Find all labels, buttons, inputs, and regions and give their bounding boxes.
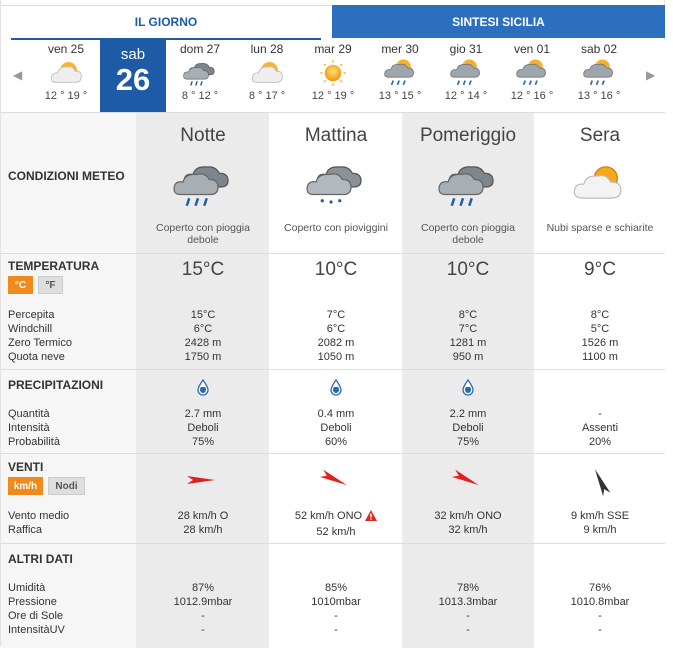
- precipitation-label: Quantità: [8, 408, 50, 420]
- temperature-main: 9°C: [584, 259, 616, 280]
- temperature-labels: [8, 308, 72, 364]
- wind-details: 52 km/h ONO 52 km/h: [274, 509, 398, 539]
- precipitation-label: Probabilità: [8, 436, 60, 448]
- day-temps: 8 ° 12 °: [181, 90, 219, 102]
- day-temps: 12 ° 19 °: [44, 90, 88, 102]
- wind-label: Vento medio: [8, 510, 70, 522]
- temperature-label: Quota neve: [8, 351, 65, 363]
- condition-text: Coperto con pioggia debole: [156, 222, 250, 246]
- wind-details: 9 km/h SSE 9 km/h: [570, 510, 630, 536]
- day-name: dom 27: [179, 42, 221, 56]
- day-dom-27[interactable]: [167, 40, 233, 110]
- precipitation-details: 2.2 mm Deboli 75%: [449, 408, 487, 448]
- other-data-labels: [8, 581, 65, 637]
- wind-direction-arrow-icon: [448, 460, 488, 500]
- cloud-drizzle-icon: [301, 157, 371, 211]
- knots-button[interactable]: Nodi: [48, 477, 85, 495]
- temperature-heading: TEMPERATURA: [8, 259, 100, 273]
- wind-details: 32 km/h ONO 32 km/h: [434, 510, 502, 536]
- day-name: mer 30: [381, 42, 419, 56]
- day-temps: 12 ° 14 °: [444, 90, 488, 102]
- day-temps: 12 ° 19 °: [311, 90, 355, 102]
- wind-labels: [8, 509, 69, 537]
- temperature-main: 10°C: [314, 259, 358, 280]
- day-ven-25[interactable]: [33, 40, 99, 110]
- sun-icon: [300, 56, 366, 90]
- other-data-label: Ore di Sole: [8, 610, 64, 622]
- temperature-details: 15°C 6°C 2428 m 1750 m: [184, 309, 222, 363]
- day-name: sab 02: [580, 42, 618, 56]
- condition-text: Coperto con pioggia debole: [421, 222, 515, 246]
- other-data-label: IntensitàUV: [8, 624, 65, 636]
- conditions-heading: CONDIZIONI METEO: [8, 169, 125, 183]
- cloud-rain-icon: [167, 56, 233, 90]
- raindrop-icon: [328, 377, 344, 397]
- fahrenheit-button[interactable]: °F: [38, 276, 63, 294]
- cloud-rain-icon: [433, 157, 503, 211]
- precipitation-label: Intensità: [8, 422, 50, 434]
- other-data-label: Umidità: [8, 582, 46, 594]
- cloud-rain-icon: [168, 157, 238, 211]
- day-sab-02[interactable]: [566, 40, 632, 110]
- forecast-table: [1, 112, 665, 648]
- prev-day-arrow-icon[interactable]: ◀: [13, 68, 23, 82]
- temperature-main: 15°C: [181, 259, 225, 280]
- phase-1-label: Mattina: [304, 125, 368, 146]
- tab-bar: [1, 5, 665, 38]
- precipitation-details: - Assenti 20%: [581, 408, 619, 448]
- other-data-details: 76% 1010.8mbar - -: [570, 582, 630, 636]
- celsius-button[interactable]: °C: [8, 276, 33, 294]
- wind-direction-arrow-icon: [183, 460, 223, 500]
- other-data-details: 87% 1012.9mbar - -: [173, 582, 233, 636]
- day-selector: [1, 40, 665, 112]
- precipitation-labels: [8, 407, 60, 449]
- day-lun-28[interactable]: [234, 40, 300, 110]
- day-selected[interactable]: [100, 40, 166, 112]
- other-data-label: Pressione: [8, 596, 57, 608]
- other-data-details: 85% 1010mbar - -: [311, 582, 361, 636]
- sun-cloud-rain-icon: [566, 56, 632, 90]
- day-ven-01[interactable]: [499, 40, 565, 110]
- temperature-details: 8°C 5°C 1526 m 1100 m: [581, 309, 619, 363]
- other-data-details: 78% 1013.3mbar - -: [438, 582, 498, 636]
- temperature-label: Percepita: [8, 309, 55, 321]
- sun-cloud-icon: [565, 157, 635, 211]
- condition-text: Coperto con pioviggini: [284, 222, 388, 234]
- other-data-heading: ALTRI DATI: [8, 552, 73, 566]
- sun-cloud-icon: [33, 56, 99, 90]
- day-mer-30[interactable]: [367, 40, 433, 110]
- wind-label: Raffica: [8, 524, 43, 536]
- phase-0-label: Notte: [180, 125, 226, 146]
- day-temps: 8 ° 17 °: [248, 90, 286, 102]
- day-name: mar 29: [314, 42, 352, 56]
- day-temps: 12 ° 16 °: [510, 90, 554, 102]
- precipitation-details: 0.4 mm Deboli 60%: [317, 408, 355, 448]
- temperature-details: 8°C 7°C 1281 m 950 m: [449, 309, 487, 363]
- day-name: ven 25: [47, 42, 85, 56]
- selected-day-name: sab: [120, 46, 146, 63]
- temperature-main: 10°C: [446, 259, 490, 280]
- sun-cloud-rain-icon: [367, 56, 433, 90]
- kmh-button[interactable]: km/h: [8, 477, 43, 495]
- day-temps: 13 ° 15 °: [378, 90, 422, 102]
- raindrop-icon: [460, 377, 476, 397]
- phase-2-label: Pomeriggio: [419, 125, 517, 146]
- day-gio-31[interactable]: [433, 40, 499, 110]
- day-name: gio 31: [449, 42, 483, 56]
- day-mar-29[interactable]: [300, 40, 366, 110]
- day-temps: 13 ° 16 °: [577, 90, 621, 102]
- wind-direction-arrow-icon: [580, 460, 620, 500]
- selected-day-number: 26: [115, 62, 151, 97]
- wind-direction-arrow-icon: [316, 460, 356, 500]
- warning-icon: [365, 510, 377, 525]
- tab-sintesi-sicilia[interactable]: SINTESI SICILIA: [332, 5, 665, 38]
- precipitation-heading: PRECIPITAZIONI: [8, 378, 104, 392]
- temperature-label: Zero Termico: [8, 337, 72, 349]
- tab-il-giorno[interactable]: IL GIORNO: [1, 5, 331, 38]
- temperature-label: Windchill: [8, 323, 53, 335]
- sun-cloud-rain-icon: [499, 56, 565, 90]
- phase-3-label: Sera: [579, 125, 621, 146]
- precipitation-details: 2.7 mm Deboli 75%: [184, 408, 222, 448]
- temperature-details: 7°C 6°C 2082 m 1050 m: [317, 309, 355, 363]
- day-name: lun 28: [250, 42, 284, 56]
- wind-heading: VENTI: [8, 460, 44, 474]
- wind-details: 28 km/h O 28 km/h: [177, 510, 229, 536]
- sun-cloud-rain-icon: [433, 56, 499, 90]
- sun-cloud-icon: [234, 56, 300, 90]
- condition-text: Nubi sparse e schiarite: [546, 222, 654, 234]
- next-day-arrow-icon[interactable]: ▶: [646, 68, 656, 82]
- day-name: ven 01: [513, 42, 551, 56]
- raindrop-icon: [195, 377, 211, 397]
